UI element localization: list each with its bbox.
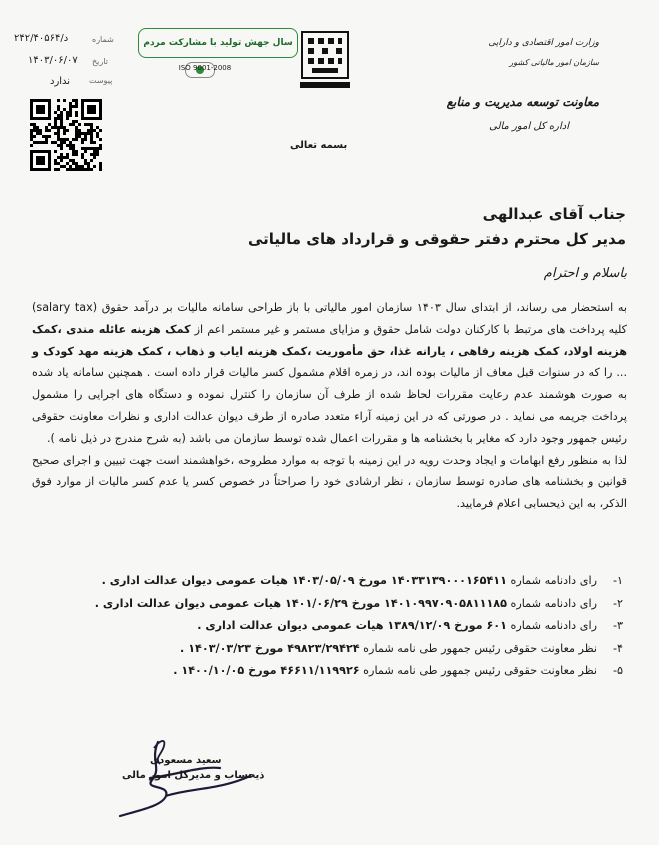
deputy-name: معاونت توسعه مدیریت و منابع xyxy=(446,95,599,109)
letter-number: د/۲۴۲/۴۰۵۶۴ xyxy=(14,33,69,44)
list-ref: ۱۴۰۱۰۹۹۷۰۹۰۵۸۱۱۱۸۵ مورخ ۱۴۰۱/۰۶/۲۹ هیات عمومی دیوان عدالت اداری . xyxy=(94,596,507,610)
list-number: ۴- xyxy=(612,641,623,655)
emblem-icon xyxy=(296,28,354,92)
date-label: تاریخ xyxy=(92,57,108,66)
attachment-value: ندارد xyxy=(50,76,71,87)
list-number: ۲- xyxy=(612,596,623,610)
basmala: بسمه تعالی xyxy=(290,140,348,151)
list-number: ۳- xyxy=(612,619,623,632)
ministry-name: وزارت امور اقتصادی و دارایی xyxy=(488,38,599,48)
list-item xyxy=(33,615,623,638)
list-ref: ۴۶۶۱۱/۱۱۹۹۲۶ مورخ ۱۴۰۰/۱۰/۰۵ . xyxy=(173,664,360,677)
attachment-label: پیوست xyxy=(89,76,113,85)
list-ref: ۱۴۰۳۳۱۳۹۰۰۰۱۶۵۴۱۱ مورخ ۱۴۰۳/۰۵/۰۹ هیات عمومی دیوان عدالت اداری . xyxy=(101,574,507,587)
list-item xyxy=(33,593,623,616)
list-text: نظر معاونت حقوقی رئیس جمهور طی نامه شماره xyxy=(359,641,597,655)
list-number: ۵- xyxy=(612,664,623,677)
number-label: شماره xyxy=(92,35,114,44)
body-text: ... را که در سنوات قبل معاف از مالیات بوده اند، در زمره اقلام مشمول کسر مالیات قرار داده است . همچنین سامانه یاد شده به صورت هوشمند عدم رعایت مقررات لحاظ شده از طرف آن سازمان را کنترل نموده و دستگاه های اجرایی را مشمول پرداخت جریمه می نماید . در صورتی که در این زمینه آراء متعدد صادره از طرف دیوان عدالت اداری و نظرات معاونت حقوقی رئیس جمهور وجود دارد که مغایر با بخشنامه ها و مقررات اعمال شده توسط سازمان می باشد (به شرح مندرج در ذیل نامه ). xyxy=(32,366,627,445)
list-item xyxy=(33,570,623,593)
letter-date: ۱۴۰۳/۰۶/۰۷ xyxy=(28,55,78,66)
body-text: به استحضار می رساند، از ابتدای سال ۱۴۰۳ سازمان امور مالیاتی با باز طراحی سامانه مالیات بر درآمد حقوق (salary tax) کلیه پرداخت های مرتبط با کارکنان دولت شامل حقوق و مزایای مستمر و غیر مستمر اعم از xyxy=(32,301,628,336)
list-ref: ۶۰۱ مورخ ۱۳۸۹/۱۲/۰۹ هیات عمومی دیوان عدالت اداری . xyxy=(197,619,507,632)
addressee-title: مدیر کل محترم دفتر حقوقی و قرارداد های مالیاتی xyxy=(247,230,626,248)
list-item xyxy=(33,638,623,661)
signatory-title: ذیحساب و مدیرکل امور مالی xyxy=(122,770,265,781)
body-bold-text: کمک هزینه عائله مندی ،کمک هزینه اولاد، کمک هزینه رفاهی ، یارانه غذا، حق مأموریت ،کمک هزینه ایاب و ذهاب ، کمک هزینه مهد کودک و xyxy=(32,322,627,358)
department-name: اداره کل امور مالی xyxy=(489,121,569,132)
list-ref: ۴۹۸۲۳/۲۹۴۲۴ مورخ ۱۴۰۳/۰۳/۲۳ . xyxy=(180,641,360,655)
slogan-text: سال جهش تولید با مشارکت مردم xyxy=(143,38,293,48)
list-text: نظر معاونت حقوقی رئیس جمهور طی نامه شماره xyxy=(359,664,597,677)
organization-name: سازمان امور مالیاتی کشور xyxy=(509,58,599,67)
body-paragraph: لذا به منظور رفع ابهامات و ایجاد وحدت رویه در این زمینه با توجه به موارد مطروحه ،خواهشمند است جهت تبیین و اجرای صحیح قوانین و بخشنامه های صادره توسط سازمان ، نظر ارشادی خود را صراحتاً در خصوص کسر یا عدم کسر مالیات از موارد فوق الذکر، به این ذیحسابی اعلام فرمایید. xyxy=(32,453,627,511)
list-text: رای دادنامه شماره xyxy=(506,619,597,632)
list-text: رای دادنامه شماره xyxy=(506,574,597,587)
body-paragraph xyxy=(32,297,627,450)
list-number: ۱- xyxy=(612,574,623,587)
list-item xyxy=(33,660,623,683)
letter-body xyxy=(32,297,627,515)
signatory-name: سعید مسعودی xyxy=(150,755,222,766)
slogan-banner xyxy=(138,28,298,58)
qr-code-icon xyxy=(30,99,102,171)
references-list xyxy=(33,570,623,683)
addressee-name: جناب آقای عبدالهی xyxy=(482,205,626,223)
greeting: باسلام و احترام xyxy=(543,266,627,281)
iso-text: ISO 9001-2008 xyxy=(178,64,232,72)
list-text: رای دادنامه شماره xyxy=(506,596,597,610)
